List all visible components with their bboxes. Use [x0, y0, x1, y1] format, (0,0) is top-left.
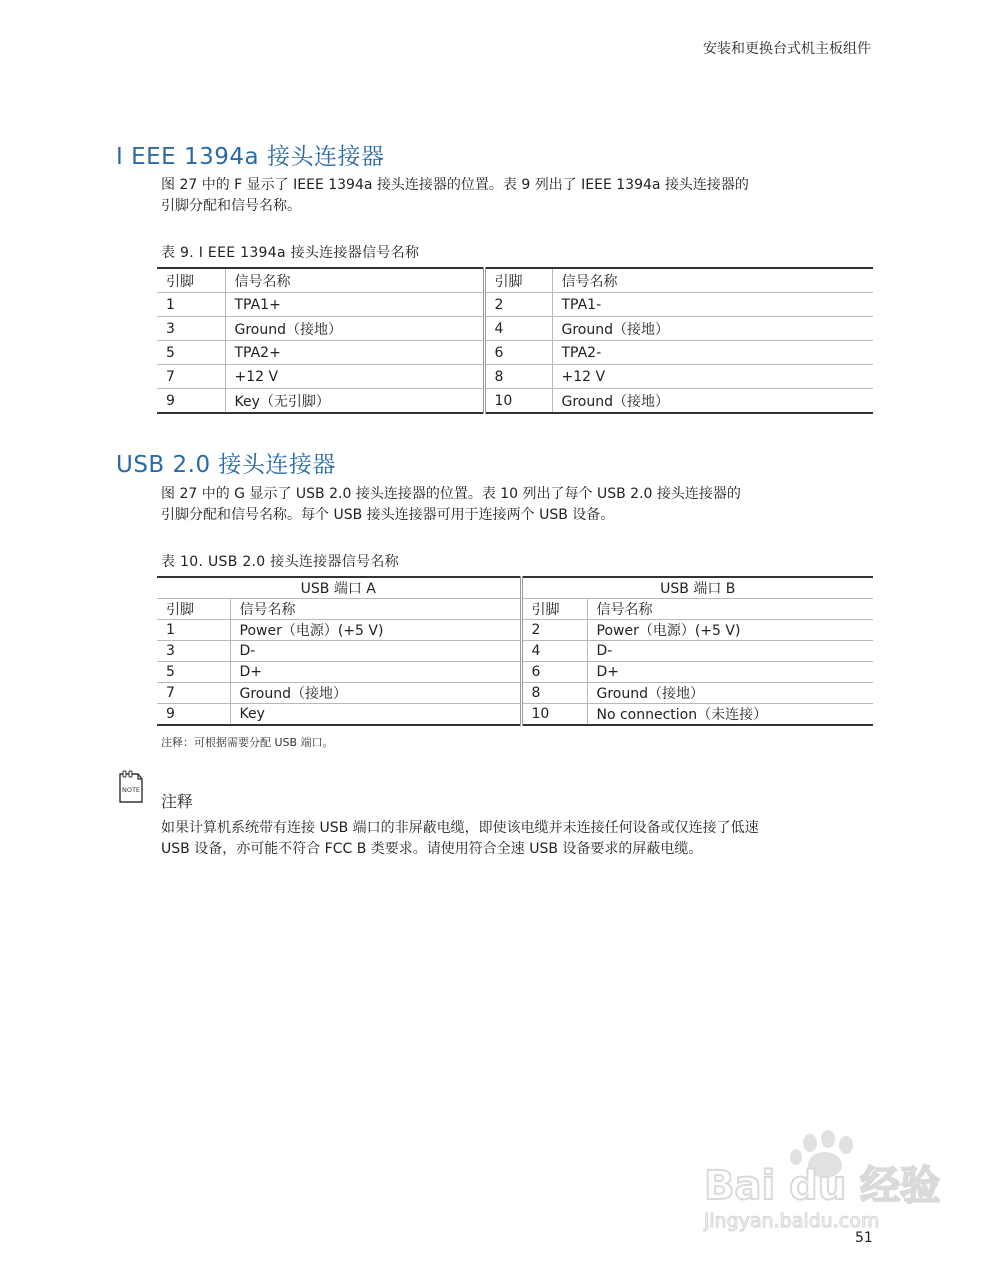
column-header: 信号名称 — [552, 268, 873, 293]
table-cell: 3 — [157, 641, 230, 662]
table-cell: 7 — [157, 365, 225, 389]
table9-caption: 表 9. I EEE 1394a 接头连接器信号名称 — [161, 245, 420, 261]
table-row — [157, 389, 873, 414]
table-row — [157, 365, 873, 389]
table-header-row — [157, 268, 873, 293]
table-usb20-signals — [157, 576, 873, 726]
table-cell: 6 — [521, 662, 587, 683]
paragraph-line: 引脚分配和信号名称。每个 USB 接头连接器可用于连接两个 USB 设备。 — [161, 507, 615, 523]
column-header: 引脚 — [484, 268, 552, 293]
section2-paragraph — [161, 484, 871, 526]
note-icon-label: NOTE — [121, 786, 141, 794]
column-header: 信号名称 — [587, 599, 873, 620]
table-row — [157, 620, 873, 641]
table-cell: 2 — [484, 293, 552, 317]
table-cell: 10 — [521, 704, 587, 726]
table-cell: D- — [230, 641, 521, 662]
note-title: 注释 — [161, 792, 194, 811]
table-cell: 8 — [484, 365, 552, 389]
table-cell: 5 — [157, 341, 225, 365]
note-paragraph — [161, 818, 871, 860]
table-cell: 5 — [157, 662, 230, 683]
table-cell: D+ — [587, 662, 873, 683]
table-cell: 7 — [157, 683, 230, 704]
table-cell: Ground（接地） — [552, 317, 873, 341]
table-cell: Ground（接地） — [225, 317, 484, 341]
table-row — [157, 317, 873, 341]
table-row — [157, 341, 873, 365]
table-cell: 6 — [484, 341, 552, 365]
table-row — [157, 641, 873, 662]
table-cell: 4 — [484, 317, 552, 341]
paragraph-line: 如果计算机系统带有连接 USB 端口的非屏蔽电缆，即使该电缆并未连接任何设备或仅连接了低速 — [161, 820, 759, 836]
paragraph-line: 图 27 中的 G 显示了 USB 2.0 接头连接器的位置。表 10 列出了每个 USB 2.0 接头连接器的 — [161, 486, 741, 502]
table-cell: +12 V — [552, 365, 873, 389]
table-row — [157, 704, 873, 726]
column-header: 信号名称 — [230, 599, 521, 620]
table-cell: 1 — [157, 293, 225, 317]
note-icon — [114, 770, 146, 806]
table-cell: D- — [587, 641, 873, 662]
table-cell: Power（电源）(+5 V) — [587, 620, 873, 641]
table-group-header-row — [157, 577, 873, 599]
page-number: 51 — [855, 1230, 873, 1246]
group-header-port-a: USB 端口 A — [157, 577, 521, 599]
table-cell: TPA1- — [552, 293, 873, 317]
section-heading-usb20: USB 2.0 接头连接器 — [116, 452, 336, 478]
table-cell: 4 — [521, 641, 587, 662]
paragraph-line: USB 设备，亦可能不符合 FCC B 类要求。请使用符合全速 USB 设备要求的屏蔽电缆。 — [161, 841, 703, 857]
table-cell: Key（无引脚） — [225, 389, 484, 414]
table-cell: 9 — [157, 704, 230, 726]
table-cell: TPA2- — [552, 341, 873, 365]
table-cell: 3 — [157, 317, 225, 341]
table-cell: Ground（接地） — [552, 389, 873, 414]
column-header: 引脚 — [157, 599, 230, 620]
watermark-url: jingyan.baidu.com — [704, 1210, 880, 1232]
section-heading-ieee1394a: I EEE 1394a 接头连接器 — [116, 144, 385, 170]
table-row — [157, 662, 873, 683]
table-cell: Power（电源）(+5 V) — [230, 620, 521, 641]
table-cell: Ground（接地） — [230, 683, 521, 704]
table-row — [157, 293, 873, 317]
table10-caption: 表 10. USB 2.0 接头连接器信号名称 — [161, 554, 399, 570]
table-cell: +12 V — [225, 365, 484, 389]
column-header: 信号名称 — [225, 268, 484, 293]
column-header: 引脚 — [157, 268, 225, 293]
table-cell: 8 — [521, 683, 587, 704]
running-header: 安装和更换台式机主板组件 — [703, 41, 871, 57]
table-ieee1394a-signals — [157, 267, 873, 414]
paragraph-line: 图 27 中的 F 显示了 IEEE 1394a 接头连接器的位置。表 9 列出了 IEEE 1394a 接头连接器的 — [161, 177, 749, 193]
section1-paragraph — [161, 175, 871, 217]
paragraph-line: 引脚分配和信号名称。 — [161, 198, 301, 214]
table-cell: TPA1+ — [225, 293, 484, 317]
table-cell: 1 — [157, 620, 230, 641]
table10-footnote: 注释：可根据需要分配 USB 端口。 — [161, 736, 334, 749]
column-header: 引脚 — [521, 599, 587, 620]
watermark-brand: Bai du 经验 — [704, 1163, 940, 1209]
table-cell: No connection（未连接） — [587, 704, 873, 726]
table-cell: 9 — [157, 389, 225, 414]
table-row — [157, 683, 873, 704]
table-cell: TPA2+ — [225, 341, 484, 365]
table-cell: Ground（接地） — [587, 683, 873, 704]
group-header-port-b: USB 端口 B — [521, 577, 873, 599]
table-cell: D+ — [230, 662, 521, 683]
table-cell: 2 — [521, 620, 587, 641]
table-header-row — [157, 599, 873, 620]
baidu-jingyan-watermark — [700, 1125, 940, 1235]
table-cell: 10 — [484, 389, 552, 414]
table-cell: Key — [230, 704, 521, 726]
